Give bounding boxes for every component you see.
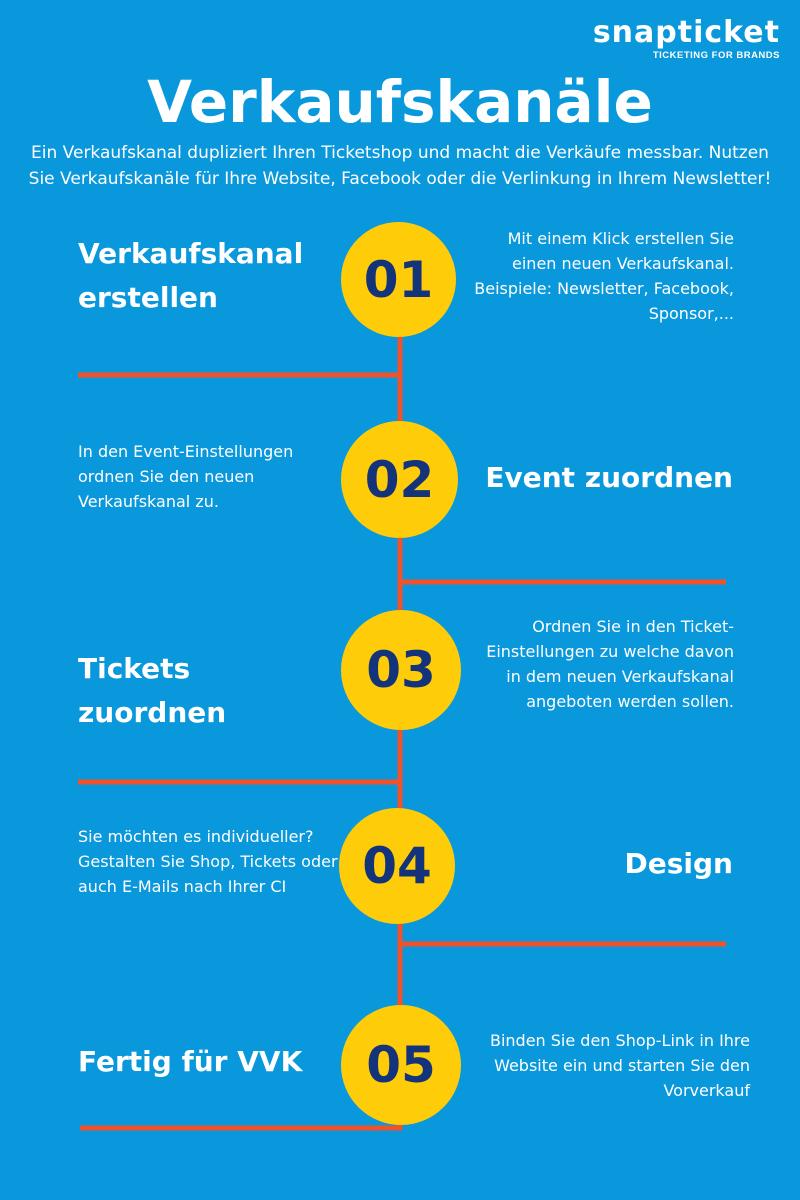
step-4-description: Sie möchten es individueller? Gestalten Sie Shop, Tickets oder auch E-Mails nach Ihrer CI xyxy=(78,827,338,896)
brand-tagline: TICKETING FOR BRANDS xyxy=(652,50,780,61)
step-4-heading: Design xyxy=(624,847,733,880)
step-2-number-circle: 02 xyxy=(341,421,458,538)
step-2-heading: Event zuordnen xyxy=(485,461,733,494)
page-title: Verkaufskanäle xyxy=(147,68,653,136)
step-5-number-circle: 05 xyxy=(341,1005,461,1125)
brand-name: snapticket xyxy=(592,15,780,50)
step-3-heading: Tickets zuordnen xyxy=(78,652,227,729)
step-1-description: Mit einem Klick erstellen Sie einen neuen Verkaufskanal. Beispiele: Newsletter, Facebook, Sponsor,... xyxy=(474,229,734,323)
step-1-heading: Verkaufskanal erstellen xyxy=(78,237,304,314)
intro-text: Ein Verkaufskanal dupliziert Ihren Ticketshop und macht die Verkäufe messbar. Nutzen Sie Verkaufskanäle für Ihre Website, Facebook oder die Verlinkung in Ihrem Newsletter! xyxy=(28,143,772,189)
step-2-description: In den Event-Einstellungen ordnen Sie den neuen Verkaufskanal zu. xyxy=(78,442,294,511)
step-5-heading: Fertig für VVK xyxy=(78,1045,303,1078)
step-1-number-circle: 01 xyxy=(341,222,456,337)
step-3-description: Ordnen Sie in den Ticket-Einstellungen zu welche davon in dem neuen Verkaufskanal angeboten werden sollen. xyxy=(486,617,734,711)
step-5-description: Binden Sie den Shop-Link in Ihre Website ein und starten Sie den Vorverkauf xyxy=(489,1031,750,1100)
step-4-number-circle: 04 xyxy=(339,808,455,924)
step-3-number-circle: 03 xyxy=(341,610,461,730)
